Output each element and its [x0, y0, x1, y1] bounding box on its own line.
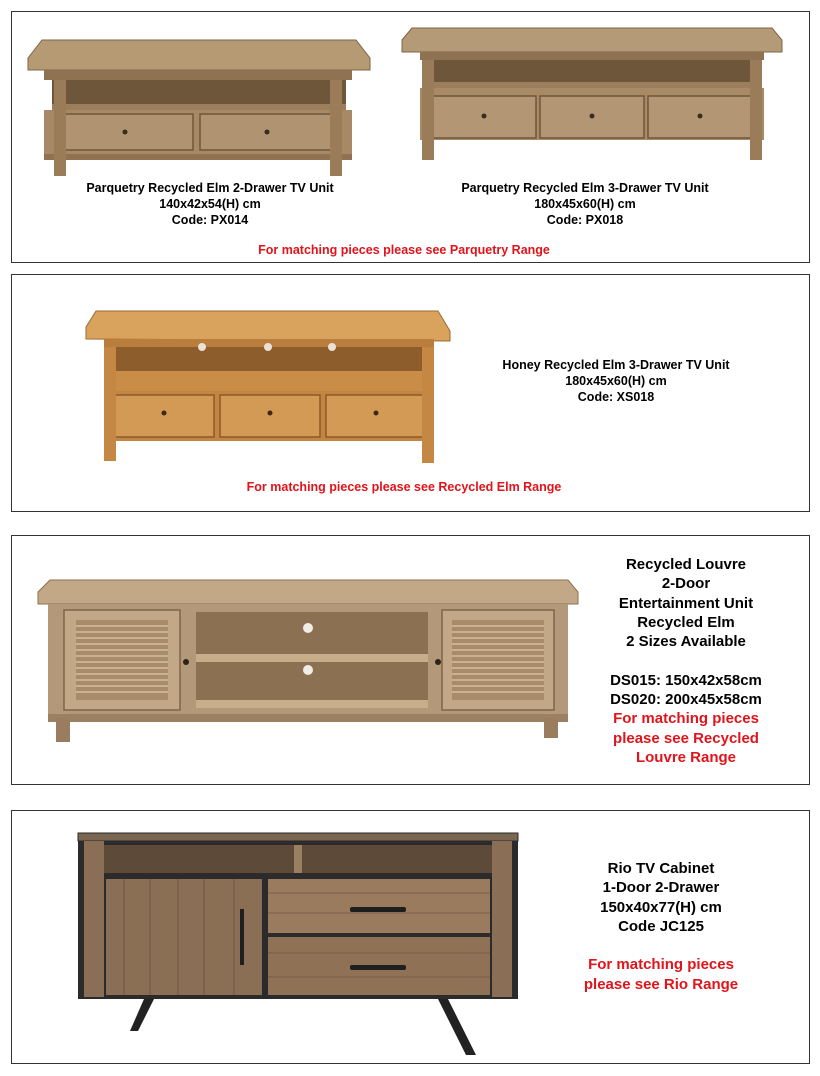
- matching-note-line: For matching pieces: [613, 710, 759, 728]
- product-name: Parquetry Recycled Elm 2-Drawer TV Unit: [86, 181, 334, 195]
- matching-note-line: For matching pieces: [588, 956, 734, 974]
- rio-tv-cabinet-image: [74, 831, 522, 1057]
- title-line: 2-Door: [661, 575, 711, 593]
- product-info-xs018: [468, 357, 764, 405]
- matching-pieces-note: For matching pieces please see Recycled Elm Range: [246, 480, 562, 494]
- title-line: Recycled Elm: [637, 613, 735, 631]
- title-line: Code JC125: [618, 917, 704, 935]
- honey-3-drawer-tv-unit-image: [82, 309, 454, 465]
- title-line: Entertainment Unit: [618, 594, 754, 612]
- matching-pieces-note: For matching pieces please see Parquetry Range: [258, 243, 550, 257]
- product-code: Code: PX018: [546, 213, 624, 227]
- product-info-px018: [437, 180, 733, 228]
- product-code: Code: PX014: [171, 213, 249, 227]
- title-line: 150x40x77(H) cm: [600, 898, 722, 916]
- product-info-louvre: [577, 555, 795, 767]
- product-dimensions: 140x42x54(H) cm: [159, 197, 261, 211]
- product-panel-honey-elm: [11, 274, 810, 512]
- product-panel-parquetry: [11, 11, 810, 263]
- product-dimensions: 180x45x60(H) cm: [565, 374, 667, 388]
- matching-note-line: please see Rio Range: [583, 975, 739, 993]
- size-line: DS015: 150x42x58cm: [610, 671, 762, 689]
- product-info-rio: [552, 859, 770, 994]
- title-line: 1-Door 2-Drawer: [602, 879, 720, 897]
- product-info-px014: [62, 180, 358, 228]
- product-name: Parquetry Recycled Elm 3-Drawer TV Unit: [461, 181, 709, 195]
- louvre-entertainment-unit-image: [36, 578, 580, 746]
- matching-note-line: Louvre Range: [635, 748, 737, 766]
- matching-note-line: please see Recycled: [613, 729, 759, 747]
- size-line: DS020: 200x45x58cm: [610, 691, 762, 709]
- title-line: Rio TV Cabinet: [607, 860, 715, 877]
- product-panel-rio: [11, 810, 810, 1064]
- parquetry-2-drawer-tv-unit-image: [24, 26, 372, 178]
- title-line: 2 Sizes Available: [626, 633, 746, 651]
- product-code: Code: XS018: [577, 390, 655, 404]
- product-dimensions: 180x45x60(H) cm: [534, 197, 636, 211]
- product-panel-louvre: [11, 535, 810, 785]
- title-line: Recycled Louvre: [625, 556, 747, 573]
- product-name: Honey Recycled Elm 3-Drawer TV Unit: [502, 358, 730, 372]
- parquetry-3-drawer-tv-unit-image: [400, 26, 784, 162]
